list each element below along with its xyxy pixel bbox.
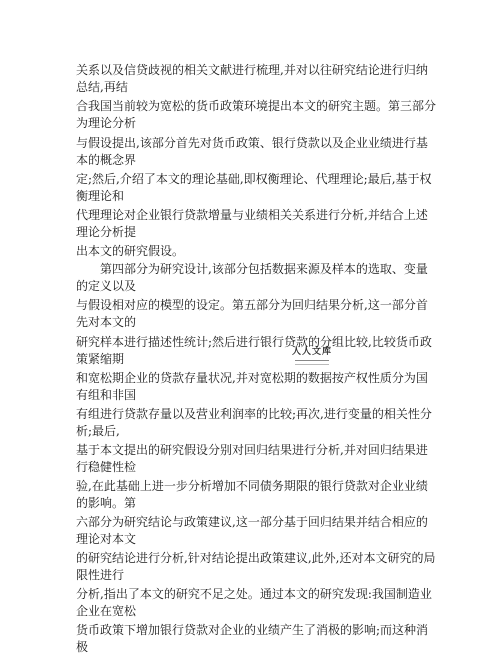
watermark-logo <box>292 347 332 367</box>
text-line: 关系以及信贷歧视的相关文献进行梳理,并对以往研究结论进行归纳总结,再结 <box>76 63 428 94</box>
text-line: 货币政策下增加银行贷款对企业的业绩产生了消极的影响;而这种消极 <box>76 623 429 654</box>
watermark-underline <box>295 360 329 365</box>
text-line: 和宽松期企业的贷款存量状况,并对宽松期的数据按产权性质分为国有组和非国 <box>76 371 428 402</box>
text-line: 分析,指出了本文的研究不足之处。通过本文的研究发现:我国制造业企业在宽松 <box>76 587 432 618</box>
text-line: 基于本文提出的研究假设分别对回归结果进行分析,并对回归结果进行稳健性检 <box>76 443 428 474</box>
text-line: 的研究结论进行分析,针对结论提出政策建议,此外,还对本文研究的局限性进行 <box>76 551 436 582</box>
watermark-text: 人人文库 <box>292 347 333 357</box>
text-line: 定;然后,介绍了本文的理论基础,即权衡理论、代理理论;最后,基于权衡理论和 <box>76 172 432 203</box>
text-line: 六部分为研究结论与政策建议,这一部分基于回归结果并结合相应的理论对本文 <box>76 515 428 546</box>
text-line: 研究样本进行描述性统计;然后进行银行贷款的分组比较,比较货币政策紧缩期 <box>76 335 432 366</box>
text-line: 验,在此基础上进一步分析增加不同债务期限的银行贷款对企业业绩的影响。第 <box>76 479 428 510</box>
text-line: 出本文的研究假设。 <box>76 244 185 258</box>
text-line: 第四部分为研究设计,该部分包括数据来源及样本的选取、变量的定义以及 <box>76 262 428 293</box>
text-line: 代理理论对企业银行贷款增量与业绩相关关系进行分析,并结合上述理论分析提 <box>76 208 428 239</box>
text-line: 合我国当前较为宽松的货币政策环境提出本文的研究主题。第三部分为理论分析 <box>76 99 437 130</box>
text-line: 有组进行贷款存量以及营业利润率的比较;再次,进行变量的相关性分析;最后, <box>76 407 432 438</box>
text-line: 与假设相对应的模型的设定。第五部分为回归结果分析,这一部分首先对本文的 <box>76 298 428 329</box>
text-line: 与假设提出,该部分首先对货币政策、银行贷款以及企业业绩进行基本的概念界 <box>76 136 428 167</box>
